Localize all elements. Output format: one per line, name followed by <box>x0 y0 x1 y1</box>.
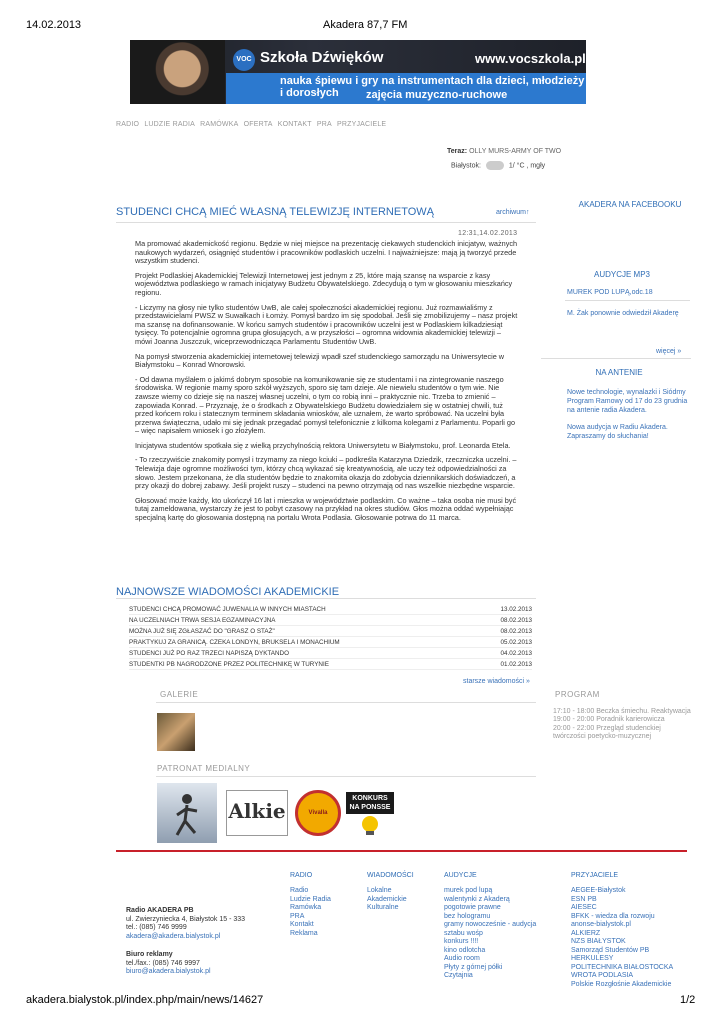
weather-city: Białystok: <box>451 162 481 170</box>
footer-link[interactable]: Reklama <box>290 929 318 937</box>
mp3-title: AUDYCJE MP3 <box>593 270 650 279</box>
nav-contact[interactable]: KONTAKT <box>277 121 312 128</box>
footer-col-radio <box>290 872 360 938</box>
footer-link[interactable]: Ramówka <box>290 904 322 911</box>
nav-schedule[interactable]: RAMÓWKA <box>200 121 239 128</box>
program-title: PROGRAM <box>555 690 600 699</box>
footer-link[interactable]: sztabu wośp <box>444 929 483 937</box>
banner-school: Szkoła Dźwięków <box>260 49 384 66</box>
nav-pra[interactable]: PRA <box>316 121 332 128</box>
program-list <box>553 708 693 742</box>
news-row-title[interactable]: MOŻNA JUŻ SIĘ ZGŁASZAĆ DO "GRASZ O STAŻ" <box>129 628 275 635</box>
footer-link[interactable]: murek pod lupą <box>444 887 493 894</box>
news-row-title[interactable]: NA UCZELNIACH TRWA SESJA EGZAMINACYJNA <box>129 617 276 624</box>
article-paragraph: - To rzeczywiście znakomity pomysł i trzymamy za niego kciuki – podkreśla Katarzyna Dziedzik, rzeczniczka uczelni. – Telewizja daje ogromne możliwości tym, którzy chcą wykazać się kreatywnością, ale uczy też odpowiedzialności za słowo. Jestem przekonana, że dla studentów będzie to znakomita okazja do zdobycia dziennikarskich doświadczeń, a przy okazji do dobrej zabawy. Jeśli projekt ruszy – studenci na pewno otrzymają od nas wszelkie niezbędne wsparcie. <box>135 455 517 491</box>
article-paragraph: Na pomysł stworzenia akademickiej internetowej telewizji wpadł szef studenckiego samorządu na Uniwersytecie w Białymstoku – Konrad Wnorowski. <box>135 351 505 370</box>
footer-link[interactable]: Kulturalne <box>367 904 399 911</box>
side-divider <box>541 358 691 359</box>
article-body <box>135 240 518 529</box>
footer-link[interactable]: Audio room <box>444 955 480 962</box>
footer-link[interactable]: AEGEE-Białystok <box>571 887 626 894</box>
runner-icon <box>157 783 217 843</box>
footer-link[interactable]: Ludzie Radia <box>290 895 331 903</box>
patron-logo-vivalla[interactable]: Vivalla <box>295 790 341 836</box>
nav-radio[interactable]: RADIO <box>116 121 140 128</box>
patron-logo-alkie[interactable]: Alkie <box>226 790 288 836</box>
banner-line1: nauka śpiewu i gry na instrumentach dla dzieci, młodzieży i dorosłych <box>280 75 585 99</box>
mp3-item[interactable]: MUREK POD LUPĄ,odc.18 <box>567 289 653 296</box>
archive-link[interactable]: archiwum↑ <box>496 209 530 216</box>
banner-url: www.vocszkola.pl <box>475 51 586 66</box>
nav-people[interactable]: LUDZIE RADIA <box>144 121 195 128</box>
footer-link[interactable]: BFKK - wiedza dla rozwoju <box>571 912 655 920</box>
article-paragraph: Inicjatywa studentów spotkała się z wielką przychylnością rektora Uniwersytetu w Białymstoku, prof. Leonarda Etela. <box>135 440 511 450</box>
program-item: 20:00 - 22:00 Przegląd studenckiej twórczości poetycko-muzycznej <box>553 724 661 741</box>
footer-col-friends <box>571 872 691 989</box>
footer-link[interactable]: pogotowie prawne <box>444 904 501 911</box>
footer-link[interactable]: anonse-bialystok.pl <box>571 921 631 928</box>
article-title: STUDENCI CHCĄ MIEĆ WŁASNĄ TELEWIZJĘ INTERNETOWĄ <box>116 206 435 218</box>
news-row-date: 05.02.2013 <box>500 639 532 646</box>
older-news-link[interactable]: starsze wiadomości » <box>463 678 530 685</box>
now-playing-value: OLLY MURS-ARMY OF TWO <box>469 148 562 155</box>
article-date: 12:31,14.02.2013 <box>458 230 518 237</box>
print-url: akadera.bialystok.pl/index.php/main/news/14627 <box>26 994 264 1006</box>
footer-ads-title: Biuro reklamy <box>126 951 173 958</box>
gallery-title: GALERIE <box>160 690 199 699</box>
news-row-date: 01.02.2013 <box>500 661 532 668</box>
news-row[interactable] <box>129 637 532 648</box>
print-title: Akadera 87,7 FM <box>323 19 408 31</box>
footer-link[interactable]: gramy nowocześnie - audycja <box>444 921 537 928</box>
footer-link[interactable]: Płyty z górnej półki <box>444 963 503 971</box>
footer-link[interactable]: Czytajnia <box>444 972 473 979</box>
article-paragraph: - Od dawna myślałem o jakimś dobrym sposobie na komunikowanie się ze studentami i na zintegrowanie naszego środowiska. W regionie mamy sporo szkół wyższych, sporo się tam dzieje. Ale niewielu studentów o tym wie. Nie zawsze wiemy co dzieje się na naszej własnej uczelni, o tym co robią inni – praktycznie nic. Trzeba to zmienić – zapowiada Konrad. – Przyznaję, że o środkach z Obywatelskiego Budżetu dowiedziałem się w ostatniej chwili, tuż przed końcem roku i statecznym terminem składania wniosków, ale uznałem, że warto spróbować. Na uczelni była przerwa świąteczna, udało mi się jednak przegadać pomysł telefonicznie z kilkoma kolegami z Parlamentu. Poparli go – więc napisałem wniosek i go złożyłem. <box>135 374 516 436</box>
banner-line2: zajęcia muzyczno-ruchowe <box>366 89 508 101</box>
news-row-title[interactable]: STUDENTKI PB NAGRODZONE PRZEZ POLITECHNIKĘ W TURYNIE <box>129 661 329 668</box>
footer-link[interactable]: walentynki z Akaderą <box>444 895 510 903</box>
voc-logo-icon: VOC <box>233 49 255 71</box>
patronage-divider <box>156 776 536 777</box>
footer-col-title: PRZYJACIELE <box>571 872 619 879</box>
article-paragraph: Ma promować akademickość regionu. Będzie w niej miejsce na prezentację ciekawych studenckich inicjatyw, ważnych naukowych wydarzeń, osiągnięć studentów i pracowników podlaskich uczelni. I najważniejsze: mają ją tworzyć przede wszystkim studenci. <box>135 239 518 266</box>
footer-tel: tel.: (085) 746 9999 <box>126 924 187 931</box>
antenna-item[interactable]: Nowe technologie, wynalazki i Siódmy Program Ramowy od 17 do 23 grudnia na antenie radia Akadera. <box>567 389 688 414</box>
footer-link[interactable]: POLITECHNIKA BIAŁOSTOCKA <box>571 963 674 971</box>
footer-link[interactable]: ESN PB <box>571 895 597 903</box>
page-number: 1/2 <box>680 994 696 1006</box>
footer-col-title: AUDYCJE <box>444 872 477 879</box>
footer-link[interactable]: NZS BIAŁYSTOK <box>571 938 626 945</box>
news-list <box>129 604 532 670</box>
article-paragraph: Projekt Podlaskiej Akademickiej Telewizji Internetowej jest jednym z 25, które mają szansę na wsparcie z kasy województwa podlaskiego w ramach inicjatywy Budżetu Obywatelskiego. Zdecydują o tym w głosowaniu mieszkańcy regionu. <box>135 270 513 297</box>
news-row[interactable] <box>129 626 532 637</box>
news-row[interactable] <box>129 615 532 626</box>
footer-link[interactable]: ALKIERZ <box>571 929 601 937</box>
footer-ads-email[interactable]: biuro@akadera.bialystok.pl <box>126 968 211 975</box>
mp3-item[interactable]: M. Żak ponownie odwiedził Akaderę <box>567 310 679 317</box>
antenna-item[interactable]: Nowa audycja w Radiu Akadera. Zapraszamy do słuchania! <box>567 424 668 440</box>
footer-col-title: WIADOMOŚCI <box>367 872 414 879</box>
facebook-title[interactable]: AKADERA NA FACEBOOKU <box>578 200 682 209</box>
footer-address: ul. Zwierzyniecka 4, Białystok 15 - 333 <box>126 915 246 923</box>
program-item: 19:00 - 20:00 Poradnik karierowicza <box>553 716 665 724</box>
article-paragraph: - Liczymy na głosy nie tylko studentów UwB, ale całej społeczności akademickiej regionu. Już rozmawialiśmy z przedstawicielami PWSZ w Suwałkach i Łomży. Pomysł bardzo im się spodobał. Jeśli się zmobilizujemy – nasz projekt ma szansę na dofinansowanie. W końcu samych studentów i pracowników uczelni jest w Podlaskiem kilkadziesiąt tysięcy. To potencjalnie ogromna grupa głosujących, a w przyszłości – ogromna widownia akademickiej telewizji – mówi Joanna Juszczuk, wiceprzewodnicząca Parlamentu Studentów UwB. <box>135 302 518 346</box>
weather-icon <box>486 161 504 170</box>
footer-link[interactable]: PRA <box>290 912 305 920</box>
mp3-divider <box>565 300 690 301</box>
footer-link[interactable]: Akademickie <box>367 895 407 903</box>
article-paragraph: Głosować może każdy, kto ukończył 16 lat i mieszka w województwie podlaskim. Co ważne – taka osoba nie musi być tutaj zameldowana, wystarczy że jest to pobyt czasowy na przykład na okres studiów. Głos można oddać wypełniając specjalną kartę do głosowania dostępną na portalu Wrota Podlasia. Głosowanie potrwa do 11 marca. <box>135 495 517 523</box>
weather-text: 1/ °C , mgły <box>508 162 546 170</box>
gallery-divider <box>156 702 536 703</box>
patron-logo-konkurs[interactable] <box>346 792 394 836</box>
news-row[interactable] <box>129 648 532 659</box>
weather <box>451 161 545 170</box>
nav-offer[interactable]: OFERTA <box>243 121 273 128</box>
antenna-title: NA ANTENIE <box>595 368 643 377</box>
news-row-date: 13.02.2013 <box>500 606 532 613</box>
footer-link[interactable]: Kontakt <box>290 921 314 928</box>
news-row-title[interactable]: STUDENCI CHCĄ PROMOWAĆ JUWENALIA W INNYCH MIASTACH <box>129 606 326 613</box>
print-date: 14.02.2013 <box>26 19 82 31</box>
footer-link[interactable]: Samorząd Studentów PB <box>571 946 650 954</box>
footer-link[interactable]: HERKULESY <box>571 955 614 962</box>
konkurs-label: KONKURS NA PONSSE <box>346 792 394 814</box>
banner-ad[interactable] <box>130 40 586 104</box>
footer-email[interactable]: akadera@akadera.bialystok.pl <box>126 932 221 940</box>
now-playing-label: Teraz: <box>447 148 468 155</box>
patron-photo[interactable] <box>157 783 217 843</box>
main-nav <box>116 121 389 128</box>
news-row-title[interactable]: PRAKTYKUJ ZA GRANICĄ. CZEKA LONDYN, BRUKSELA I MONACHIUM <box>129 639 340 646</box>
now-playing <box>447 148 561 155</box>
footer-col-shows <box>444 872 559 981</box>
gallery-thumbnail[interactable] <box>157 713 195 751</box>
footer-link[interactable]: WROTA PODLASIA <box>571 972 634 979</box>
program-item: 17:10 - 18:00 Beczka śmiechu. Reaktywacja <box>553 708 691 715</box>
footer-col-title: RADIO <box>290 872 313 879</box>
footer-ads-tel: tel./fax.: (085) 746 9997 <box>126 959 200 967</box>
news-divider <box>116 598 536 599</box>
news-row[interactable] <box>129 604 532 615</box>
article-divider <box>116 222 536 223</box>
news-row-date: 08.02.2013 <box>500 617 532 624</box>
news-row[interactable] <box>129 659 532 670</box>
nav-friends[interactable]: PRZYJACIELE <box>337 121 387 128</box>
singer-photo <box>130 40 225 104</box>
footer-contact <box>126 907 245 977</box>
footer-link[interactable]: AIESEC <box>571 904 597 911</box>
footer-col-news <box>367 872 437 913</box>
news-row-title[interactable]: STUDENCI JUŻ PO RAZ TRZECI NAPISZĄ DYKTANDO <box>129 650 290 657</box>
footer-link[interactable]: Polskie Rozgłośnie Akademickie <box>571 980 672 988</box>
footer-link[interactable]: Radio <box>290 887 309 894</box>
footer-link[interactable]: Lokalne <box>367 887 392 894</box>
news-title: NAJNOWSZE WIADOMOŚCI AKADEMICKIE <box>116 586 340 598</box>
footer-name: Radio AKADERA PB <box>126 907 194 914</box>
patronage-title: PATRONAT MEDIALNY <box>157 764 251 773</box>
footer-link[interactable]: bez hologramu <box>444 912 491 920</box>
news-row-date: 04.02.2013 <box>500 650 532 657</box>
lightbulb-icon <box>346 814 394 836</box>
footer-rule <box>116 850 687 852</box>
footer-link[interactable]: konkurs !!!! <box>444 938 479 945</box>
more-link[interactable]: więcej » <box>656 348 682 355</box>
footer-link[interactable]: kino odlotcha <box>444 946 486 954</box>
news-row-date: 08.02.2013 <box>500 628 532 635</box>
